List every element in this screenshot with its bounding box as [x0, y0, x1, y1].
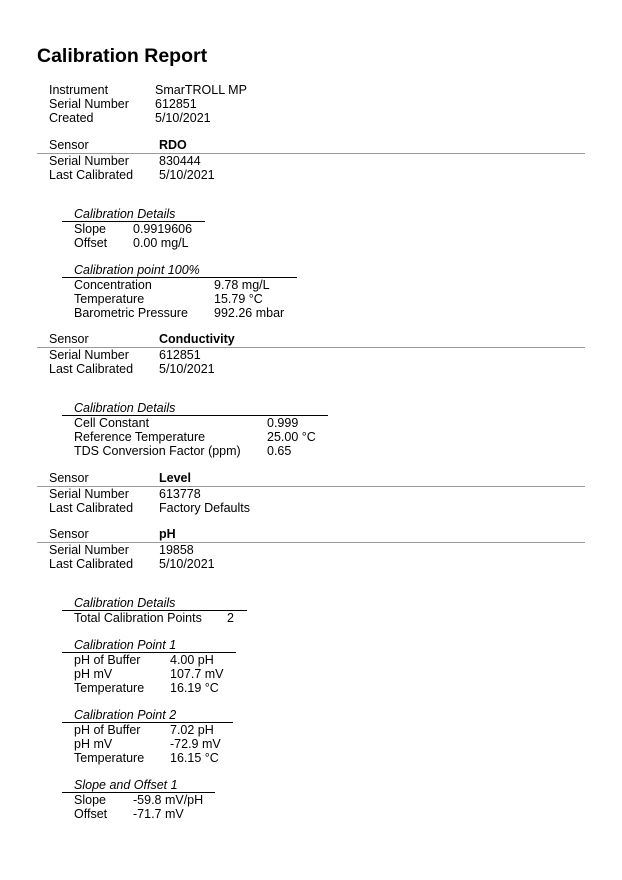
created-label: Created: [49, 111, 94, 125]
detail-value: 25.00 °C: [267, 430, 316, 444]
serial-number-label: Serial Number: [49, 487, 129, 501]
detail-label: Slope: [74, 222, 106, 236]
calibration-details-heading: Calibration Details: [74, 401, 176, 415]
point-label: Concentration: [74, 278, 152, 292]
serial-number-value: 612851: [159, 348, 201, 362]
serial-number-label: Serial Number: [49, 154, 129, 168]
detail-label: Total Calibration Points: [74, 611, 202, 625]
detail-value: 0.999: [267, 416, 299, 430]
last-calibrated-value: 5/10/2021: [159, 168, 215, 182]
sensor-label: Sensor: [49, 138, 89, 152]
sensor-name-rdo: RDO: [159, 138, 187, 152]
detail-value: 0.00 mg/L: [133, 236, 189, 250]
serial-number-label: Serial Number: [49, 543, 129, 557]
detail-value: 0.9919606: [133, 222, 193, 236]
detail-label: Offset: [74, 236, 108, 250]
point-label: pH of Buffer: [74, 653, 141, 667]
calibration-details-heading: Calibration Details: [74, 596, 176, 610]
detail-value: 2: [227, 611, 234, 625]
point-value: 16.19 °C: [170, 681, 219, 695]
offset-value: -71.7 mV: [133, 807, 184, 821]
sensor-name-level: Level: [159, 471, 191, 485]
last-calibrated-label: Last Calibrated: [49, 501, 134, 515]
last-calibrated-value: Factory Defaults: [159, 501, 251, 515]
instrument-value: SmarTROLL MP: [155, 83, 247, 97]
point-value: 107.7 mV: [170, 667, 224, 681]
point-value: 7.02 pH: [170, 723, 214, 737]
calibration-point-1-heading: Calibration Point 1: [74, 638, 177, 652]
point-value: 992.26 mbar: [214, 306, 285, 320]
point-value: 4.00 pH: [170, 653, 214, 667]
slope-value: -59.8 mV/pH: [133, 793, 204, 807]
offset-label: Offset: [74, 807, 108, 821]
point-value: 15.79 °C: [214, 292, 263, 306]
serial-number-label: Serial Number: [49, 348, 129, 362]
last-calibrated-label: Last Calibrated: [49, 362, 134, 376]
last-calibrated-value: 5/10/2021: [159, 557, 215, 571]
calibration-details-heading: Calibration Details: [74, 207, 176, 221]
point-label: pH of Buffer: [74, 723, 141, 737]
point-label: pH mV: [74, 737, 113, 751]
sensor-label: Sensor: [49, 332, 89, 346]
point-label: Temperature: [74, 292, 145, 306]
calibration-point-heading: Calibration point 100%: [74, 263, 200, 277]
serial-number-value: 830444: [159, 154, 201, 168]
slope-label: Slope: [74, 793, 106, 807]
serial-number-value: 19858: [159, 543, 194, 557]
last-calibrated-value: 5/10/2021: [159, 362, 215, 376]
sensor-label: Sensor: [49, 471, 89, 485]
sensor-name-conductivity: Conductivity: [159, 332, 235, 346]
point-value: 16.15 °C: [170, 751, 219, 765]
instrument-label: Instrument: [49, 83, 109, 97]
last-calibrated-label: Last Calibrated: [49, 557, 134, 571]
created-value: 5/10/2021: [155, 111, 211, 125]
calibration-point-2-heading: Calibration Point 2: [74, 708, 177, 722]
sensor-label: Sensor: [49, 527, 89, 541]
point-label: Temperature: [74, 751, 145, 765]
instrument-serial-label: Serial Number: [49, 97, 129, 111]
slope-offset-heading: Slope and Offset 1: [74, 778, 178, 792]
sensor-name-ph: pH: [159, 527, 176, 541]
detail-label: Reference Temperature: [74, 430, 206, 444]
point-value: -72.9 mV: [170, 737, 221, 751]
detail-value: 0.65: [267, 444, 292, 458]
detail-label: Cell Constant: [74, 416, 150, 430]
point-label: Barometric Pressure: [74, 306, 188, 320]
serial-number-value: 613778: [159, 487, 201, 501]
instrument-serial-value: 612851: [155, 97, 197, 111]
point-label: pH mV: [74, 667, 113, 681]
page-title: Calibration Report: [37, 45, 208, 67]
point-label: Temperature: [74, 681, 145, 695]
point-value: 9.78 mg/L: [214, 278, 270, 292]
detail-label: TDS Conversion Factor (ppm): [74, 444, 241, 458]
last-calibrated-label: Last Calibrated: [49, 168, 134, 182]
